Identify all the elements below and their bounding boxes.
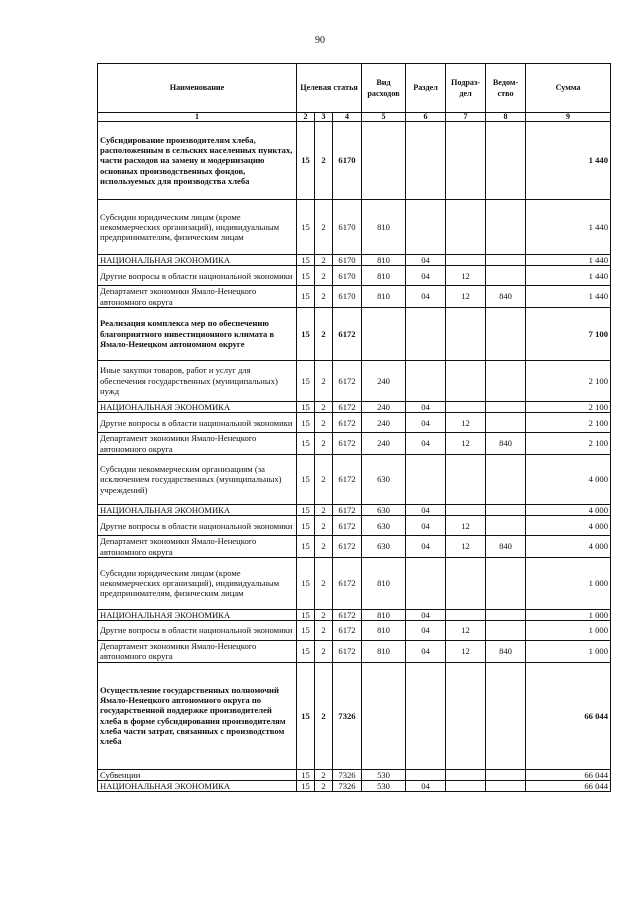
cell-target-2: 2: [315, 286, 333, 308]
cell-section: 04: [406, 433, 446, 455]
cell-subsection: [446, 255, 486, 266]
cell-target-1: 15: [297, 360, 315, 401]
cell-amount: 2 100: [526, 433, 611, 455]
cell-section: [406, 307, 446, 360]
cell-name: Субсидирование производителям хлеба, расположенным в сельских населенных пунктах, части расходов на замену и модернизацию основных производственных фондов, используемых для производства хлеба: [98, 122, 297, 200]
cell-name: Осуществление государственных полномочий Ямало-Ненецкого автономного округа по государственной поддержке производителей хлеба в форме субсидирования производителям хлеба части затрат, связанных с производством хлеба: [98, 662, 297, 769]
cell-target-1: 15: [297, 122, 315, 200]
cell-name: Департамент экономики Ямало-Ненецкого автономного округа: [98, 286, 297, 308]
header-target-article: Целевая статья: [297, 64, 362, 113]
cell-section: 04: [406, 413, 446, 433]
cell-target-2: 2: [315, 266, 333, 286]
cell-target-1: 15: [297, 255, 315, 266]
cell-amount: 1 440: [526, 122, 611, 200]
cell-amount: 1 440: [526, 255, 611, 266]
column-number-row: [98, 113, 611, 122]
cell-expense-type: 240: [362, 360, 406, 401]
cell-section: [406, 769, 446, 780]
cell-target-1: 15: [297, 662, 315, 769]
column-number: 5: [362, 113, 406, 122]
cell-amount: 4 000: [526, 454, 611, 504]
table-row: [98, 454, 611, 504]
cell-expense-type: 630: [362, 536, 406, 558]
table-row: [98, 307, 611, 360]
header-name: Наименование: [98, 64, 297, 113]
cell-target-3: 6172: [333, 557, 362, 609]
cell-department: [486, 621, 526, 641]
table-row: [98, 641, 611, 663]
table-row: [98, 413, 611, 433]
cell-target-1: 15: [297, 401, 315, 412]
cell-expense-type: 810: [362, 255, 406, 266]
cell-subsection: [446, 200, 486, 255]
cell-subsection: [446, 122, 486, 200]
cell-target-2: 2: [315, 307, 333, 360]
cell-section: 04: [406, 781, 446, 792]
cell-name: НАЦИОНАЛЬНАЯ ЭКОНОМИКА: [98, 401, 297, 412]
table-row: [98, 536, 611, 558]
cell-target-3: 6172: [333, 516, 362, 536]
cell-department: [486, 557, 526, 609]
cell-target-2: 2: [315, 122, 333, 200]
cell-target-1: 15: [297, 609, 315, 620]
cell-target-3: 6172: [333, 360, 362, 401]
cell-subsection: [446, 307, 486, 360]
cell-subsection: 12: [446, 266, 486, 286]
cell-name: Субсидии некоммерческим организациям (за исключением государственных (муниципальных) учреждений): [98, 454, 297, 504]
cell-name: Департамент экономики Ямало-Ненецкого автономного округа: [98, 433, 297, 455]
cell-section: 04: [406, 641, 446, 663]
column-number: 8: [486, 113, 526, 122]
cell-target-3: 6170: [333, 200, 362, 255]
cell-name: НАЦИОНАЛЬНАЯ ЭКОНОМИКА: [98, 781, 297, 792]
cell-section: 04: [406, 401, 446, 412]
cell-target-2: 2: [315, 516, 333, 536]
cell-department: [486, 516, 526, 536]
cell-target-2: 2: [315, 641, 333, 663]
cell-target-1: 15: [297, 781, 315, 792]
cell-target-2: 2: [315, 255, 333, 266]
cell-department: [486, 609, 526, 620]
header-subsection: Подраз-дел: [446, 64, 486, 113]
cell-subsection: [446, 769, 486, 780]
cell-name: Другие вопросы в области национальной экономики: [98, 516, 297, 536]
cell-target-1: 15: [297, 454, 315, 504]
cell-target-1: 15: [297, 516, 315, 536]
cell-subsection: [446, 609, 486, 620]
table-row: [98, 662, 611, 769]
cell-expense-type: 810: [362, 621, 406, 641]
cell-target-1: 15: [297, 433, 315, 455]
cell-department: [486, 266, 526, 286]
cell-name: Другие вопросы в области национальной экономики: [98, 266, 297, 286]
cell-section: [406, 360, 446, 401]
cell-name: НАЦИОНАЛЬНАЯ ЭКОНОМИКА: [98, 504, 297, 515]
cell-amount: 1 000: [526, 641, 611, 663]
cell-target-1: 15: [297, 769, 315, 780]
cell-target-2: 2: [315, 504, 333, 515]
column-number: 7: [446, 113, 486, 122]
table-row: [98, 122, 611, 200]
cell-expense-type: 630: [362, 504, 406, 515]
cell-amount: 2 100: [526, 413, 611, 433]
cell-amount: 1 440: [526, 200, 611, 255]
column-number: 4: [333, 113, 362, 122]
cell-amount: 1 440: [526, 266, 611, 286]
cell-section: 04: [406, 286, 446, 308]
table-row: [98, 433, 611, 455]
table-row: [98, 609, 611, 620]
budget-table: [97, 63, 611, 792]
cell-section: 04: [406, 609, 446, 620]
cell-target-1: 15: [297, 557, 315, 609]
cell-name: Субсидии юридическим лицам (кроме некоммерческих организаций), индивидуальным предпринимателям, физическим лицам: [98, 557, 297, 609]
cell-subsection: [446, 557, 486, 609]
cell-target-3: 6172: [333, 609, 362, 620]
cell-name: Субвенции: [98, 769, 297, 780]
cell-section: 04: [406, 516, 446, 536]
cell-department: [486, 401, 526, 412]
cell-department: [486, 122, 526, 200]
cell-target-3: 6172: [333, 413, 362, 433]
cell-subsection: [446, 662, 486, 769]
cell-target-3: 6172: [333, 307, 362, 360]
cell-department: [486, 769, 526, 780]
cell-target-2: 2: [315, 609, 333, 620]
cell-name: Реализация комплекса мер по обеспечению благоприятного инвестиционного климата в Ямало-Ненецком автономном округе: [98, 307, 297, 360]
cell-subsection: 12: [446, 433, 486, 455]
cell-target-3: 7326: [333, 781, 362, 792]
cell-target-1: 15: [297, 307, 315, 360]
cell-expense-type: [362, 122, 406, 200]
cell-amount: 4 000: [526, 516, 611, 536]
cell-subsection: 12: [446, 621, 486, 641]
cell-amount: 7 100: [526, 307, 611, 360]
cell-target-2: 2: [315, 662, 333, 769]
cell-name: Субсидии юридическим лицам (кроме некоммерческих организаций), индивидуальным предпринимателям, физическим лицам: [98, 200, 297, 255]
cell-subsection: [446, 504, 486, 515]
cell-amount: 2 100: [526, 360, 611, 401]
cell-section: [406, 200, 446, 255]
cell-name: Департамент экономики Ямало-Ненецкого автономного округа: [98, 536, 297, 558]
cell-expense-type: 240: [362, 433, 406, 455]
cell-subsection: 12: [446, 536, 486, 558]
cell-amount: 4 000: [526, 536, 611, 558]
cell-target-3: 6172: [333, 454, 362, 504]
cell-target-3: 6172: [333, 433, 362, 455]
table-row: [98, 621, 611, 641]
cell-expense-type: 810: [362, 609, 406, 620]
cell-target-3: 6170: [333, 286, 362, 308]
cell-expense-type: 810: [362, 557, 406, 609]
cell-target-1: 15: [297, 536, 315, 558]
cell-name: Департамент экономики Ямало-Ненецкого автономного округа: [98, 641, 297, 663]
cell-department: [486, 662, 526, 769]
cell-department: 840: [486, 433, 526, 455]
cell-department: [486, 200, 526, 255]
cell-amount: 1 000: [526, 557, 611, 609]
cell-department: [486, 360, 526, 401]
cell-department: [486, 307, 526, 360]
table-row: [98, 769, 611, 780]
cell-target-1: 15: [297, 286, 315, 308]
cell-department: [486, 454, 526, 504]
cell-department: 840: [486, 536, 526, 558]
cell-target-1: 15: [297, 504, 315, 515]
cell-section: 04: [406, 266, 446, 286]
cell-department: [486, 504, 526, 515]
cell-target-1: 15: [297, 621, 315, 641]
cell-amount: 66 044: [526, 769, 611, 780]
cell-expense-type: 810: [362, 200, 406, 255]
cell-subsection: [446, 360, 486, 401]
header-section: Раздел: [406, 64, 446, 113]
cell-expense-type: 810: [362, 266, 406, 286]
cell-subsection: 12: [446, 413, 486, 433]
cell-target-3: 7326: [333, 769, 362, 780]
cell-section: 04: [406, 621, 446, 641]
table-row: [98, 504, 611, 515]
cell-subsection: [446, 454, 486, 504]
cell-name: Другие вопросы в области национальной экономики: [98, 621, 297, 641]
cell-target-2: 2: [315, 557, 333, 609]
header-department: Ведом-ство: [486, 64, 526, 113]
cell-amount: 1 440: [526, 286, 611, 308]
cell-expense-type: 630: [362, 516, 406, 536]
cell-expense-type: 240: [362, 413, 406, 433]
cell-amount: 66 044: [526, 662, 611, 769]
cell-section: [406, 557, 446, 609]
cell-expense-type: 810: [362, 286, 406, 308]
cell-name: НАЦИОНАЛЬНАЯ ЭКОНОМИКА: [98, 255, 297, 266]
cell-expense-type: [362, 662, 406, 769]
cell-target-3: 6172: [333, 641, 362, 663]
cell-department: 840: [486, 641, 526, 663]
table-row: [98, 360, 611, 401]
cell-target-1: 15: [297, 200, 315, 255]
cell-target-3: 6170: [333, 255, 362, 266]
cell-department: [486, 413, 526, 433]
cell-section: 04: [406, 255, 446, 266]
table-row: [98, 286, 611, 308]
cell-name: Другие вопросы в области национальной экономики: [98, 413, 297, 433]
cell-target-2: 2: [315, 769, 333, 780]
cell-target-3: 6172: [333, 621, 362, 641]
cell-expense-type: 240: [362, 401, 406, 412]
cell-section: [406, 454, 446, 504]
cell-expense-type: 810: [362, 641, 406, 663]
cell-amount: 4 000: [526, 504, 611, 515]
cell-target-3: 6170: [333, 266, 362, 286]
header-expense-type: Вид расходов: [362, 64, 406, 113]
table-row: [98, 401, 611, 412]
cell-target-1: 15: [297, 641, 315, 663]
cell-name: Иные закупки товаров, работ и услуг для обеспечения государственных (муниципальных) нужд: [98, 360, 297, 401]
cell-section: [406, 122, 446, 200]
cell-target-2: 2: [315, 401, 333, 412]
cell-subsection: [446, 781, 486, 792]
table-row: [98, 266, 611, 286]
column-number: 3: [315, 113, 333, 122]
cell-target-3: 6172: [333, 504, 362, 515]
cell-target-2: 2: [315, 536, 333, 558]
cell-expense-type: 530: [362, 769, 406, 780]
cell-target-2: 2: [315, 433, 333, 455]
table-row: [98, 200, 611, 255]
table-row: [98, 781, 611, 792]
cell-target-2: 2: [315, 454, 333, 504]
cell-section: [406, 662, 446, 769]
cell-subsection: [446, 401, 486, 412]
cell-amount: 66 044: [526, 781, 611, 792]
cell-target-2: 2: [315, 413, 333, 433]
header-amount: Сумма: [526, 64, 611, 113]
column-number: 9: [526, 113, 611, 122]
cell-target-3: 6172: [333, 401, 362, 412]
cell-target-1: 15: [297, 413, 315, 433]
cell-department: [486, 255, 526, 266]
cell-subsection: 12: [446, 641, 486, 663]
cell-target-2: 2: [315, 781, 333, 792]
cell-target-3: 6172: [333, 536, 362, 558]
cell-target-3: 6170: [333, 122, 362, 200]
cell-name: НАЦИОНАЛЬНАЯ ЭКОНОМИКА: [98, 609, 297, 620]
cell-target-1: 15: [297, 266, 315, 286]
cell-section: 04: [406, 536, 446, 558]
cell-target-3: 7326: [333, 662, 362, 769]
cell-subsection: 12: [446, 516, 486, 536]
cell-amount: 1 000: [526, 621, 611, 641]
cell-section: 04: [406, 504, 446, 515]
column-number: 6: [406, 113, 446, 122]
column-number: 1: [98, 113, 297, 122]
table-row: [98, 516, 611, 536]
table-row: [98, 255, 611, 266]
cell-target-2: 2: [315, 621, 333, 641]
cell-expense-type: [362, 307, 406, 360]
cell-expense-type: 630: [362, 454, 406, 504]
table-row: [98, 557, 611, 609]
cell-amount: 2 100: [526, 401, 611, 412]
page-number: 90: [315, 35, 325, 46]
cell-amount: 1 000: [526, 609, 611, 620]
header-row: [98, 64, 611, 113]
cell-target-2: 2: [315, 360, 333, 401]
column-number: 2: [297, 113, 315, 122]
cell-expense-type: 530: [362, 781, 406, 792]
cell-subsection: 12: [446, 286, 486, 308]
cell-department: [486, 781, 526, 792]
cell-department: 840: [486, 286, 526, 308]
cell-target-2: 2: [315, 200, 333, 255]
